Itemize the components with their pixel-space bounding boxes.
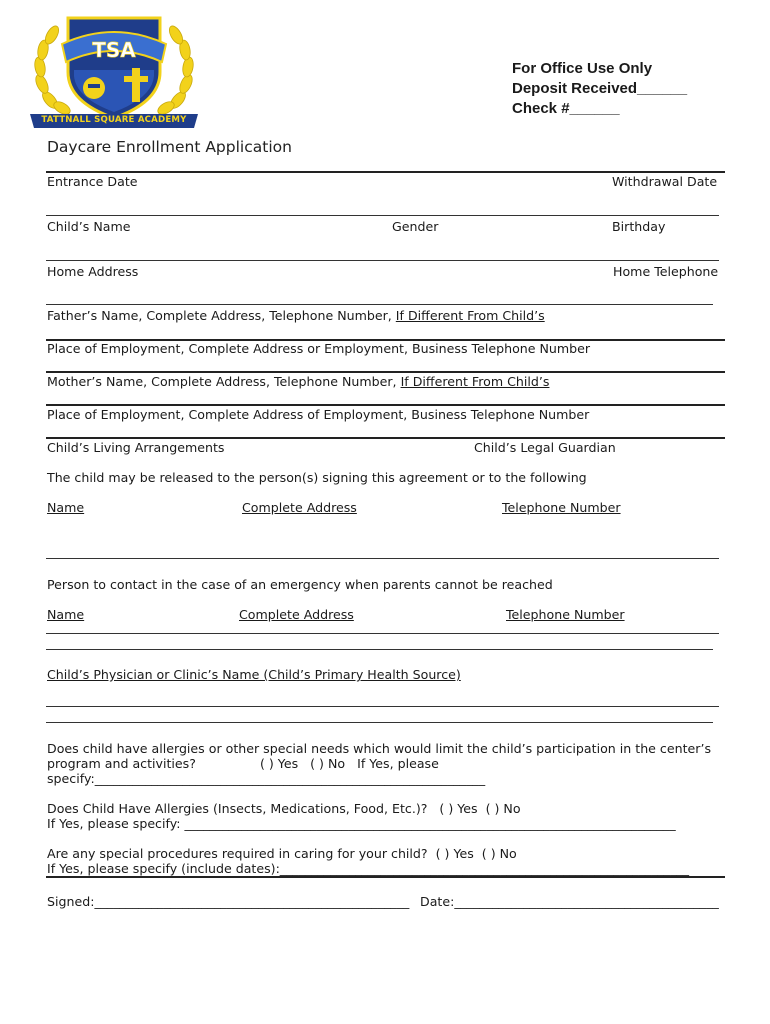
allergies-line-1[interactable]: Does Child Have Allergies (Insects, Medications, Food, Etc.)? ( ) Yes ( ) No <box>47 801 521 816</box>
father-employment-label: Place of Employment, Complete Address or Employment, Business Telephone Number <box>47 341 591 356</box>
procedures-line-1[interactable]: Are any special procedures required in caring for your child? ( ) Yes ( ) No <box>47 846 517 861</box>
special-needs-line-1: Does child have allergies or other special needs which would limit the child’s participation in the center’s <box>47 741 712 756</box>
procedures-question <box>47 846 689 876</box>
father-if-different: If Different From Child’s <box>395 308 545 323</box>
release-name-label: Name <box>47 500 85 515</box>
mother-employment-label: Place of Employment, Complete Address of Employment, Business Telephone Number <box>47 407 590 422</box>
emergency-name-label: Name <box>47 607 85 622</box>
birthday-label: Birthday <box>612 219 666 234</box>
emergency-phone-label: Telephone Number <box>506 607 625 622</box>
signature-field[interactable]: Signed:__________________________________________________ <box>47 894 410 909</box>
allergies-question <box>47 801 676 831</box>
title-divider <box>46 171 725 173</box>
withdrawal-date-label: Withdrawal Date <box>612 174 718 189</box>
physician-label: Child’s Physician or Clinic’s Name (Child’s Primary Health Source) <box>47 667 461 682</box>
gender-label: Gender <box>392 219 439 234</box>
mother-info-label <box>47 374 549 389</box>
release-line[interactable] <box>46 558 719 559</box>
special-needs-question <box>47 741 711 786</box>
father-employment-line[interactable] <box>46 371 725 373</box>
emergency-contact-statement: Person to contact in the case of an emergency when parents cannot be reached <box>47 577 553 592</box>
living-arrangements-label: Child’s Living Arrangements <box>47 440 225 455</box>
emergency-line-1[interactable] <box>46 633 719 634</box>
logo-letters: TSA <box>92 38 136 62</box>
emergency-line-2[interactable] <box>46 649 713 650</box>
logo-ribbon-text: TATTNALL SQUARE ACADEMY <box>41 115 187 125</box>
mother-info-text: Mother’s Name, Complete Address, Telephone Number, <box>47 374 401 389</box>
mother-if-different: If Different From Child’s <box>400 374 550 389</box>
release-phone-label: Telephone Number <box>502 500 621 515</box>
father-info-label <box>47 308 545 323</box>
home-telephone-label: Home Telephone <box>613 264 719 279</box>
mother-employment-line[interactable] <box>46 437 725 439</box>
office-use-heading: For Office Use Only <box>512 60 653 77</box>
childs-name-label: Child’s Name <box>47 219 131 234</box>
release-statement: The child may be released to the person(s) signing this agreement or to the following <box>47 470 587 485</box>
mother-line[interactable] <box>46 404 725 406</box>
entrance-date-label: Entrance Date <box>47 174 138 189</box>
form-title: Daycare Enrollment Application <box>47 138 292 156</box>
deposit-received-field[interactable]: Deposit Received______ <box>512 80 688 97</box>
emergency-address-label: Complete Address <box>239 607 354 622</box>
procedures-specify[interactable]: If Yes, please specify (include dates):_________________________________________________________________ <box>47 861 690 876</box>
special-needs-specify[interactable]: specify:______________________________________________________________ <box>47 771 486 786</box>
entrance-line[interactable] <box>46 215 719 216</box>
legal-guardian-label: Child’s Legal Guardian <box>474 440 616 455</box>
home-address-label: Home Address <box>47 264 139 279</box>
release-address-label: Complete Address <box>242 500 357 515</box>
home-address-line[interactable] <box>46 304 713 305</box>
check-number-field[interactable]: Check #______ <box>512 100 620 117</box>
date-field[interactable]: Date:__________________________________________ <box>420 894 719 909</box>
physician-line-2[interactable] <box>46 722 713 723</box>
allergies-specify[interactable]: If Yes, please specify: ______________________________________________________________________________ <box>47 816 676 831</box>
child-name-line[interactable] <box>46 260 719 261</box>
office-use-block <box>512 59 687 119</box>
physician-line-1[interactable] <box>46 706 719 707</box>
school-logo <box>28 10 200 132</box>
father-info-text: Father’s Name, Complete Address, Telephone Number, <box>47 308 396 323</box>
special-needs-line-2[interactable]: program and activities? ( ) Yes ( ) No If Yes, please <box>47 756 439 771</box>
procedures-divider <box>46 876 725 878</box>
